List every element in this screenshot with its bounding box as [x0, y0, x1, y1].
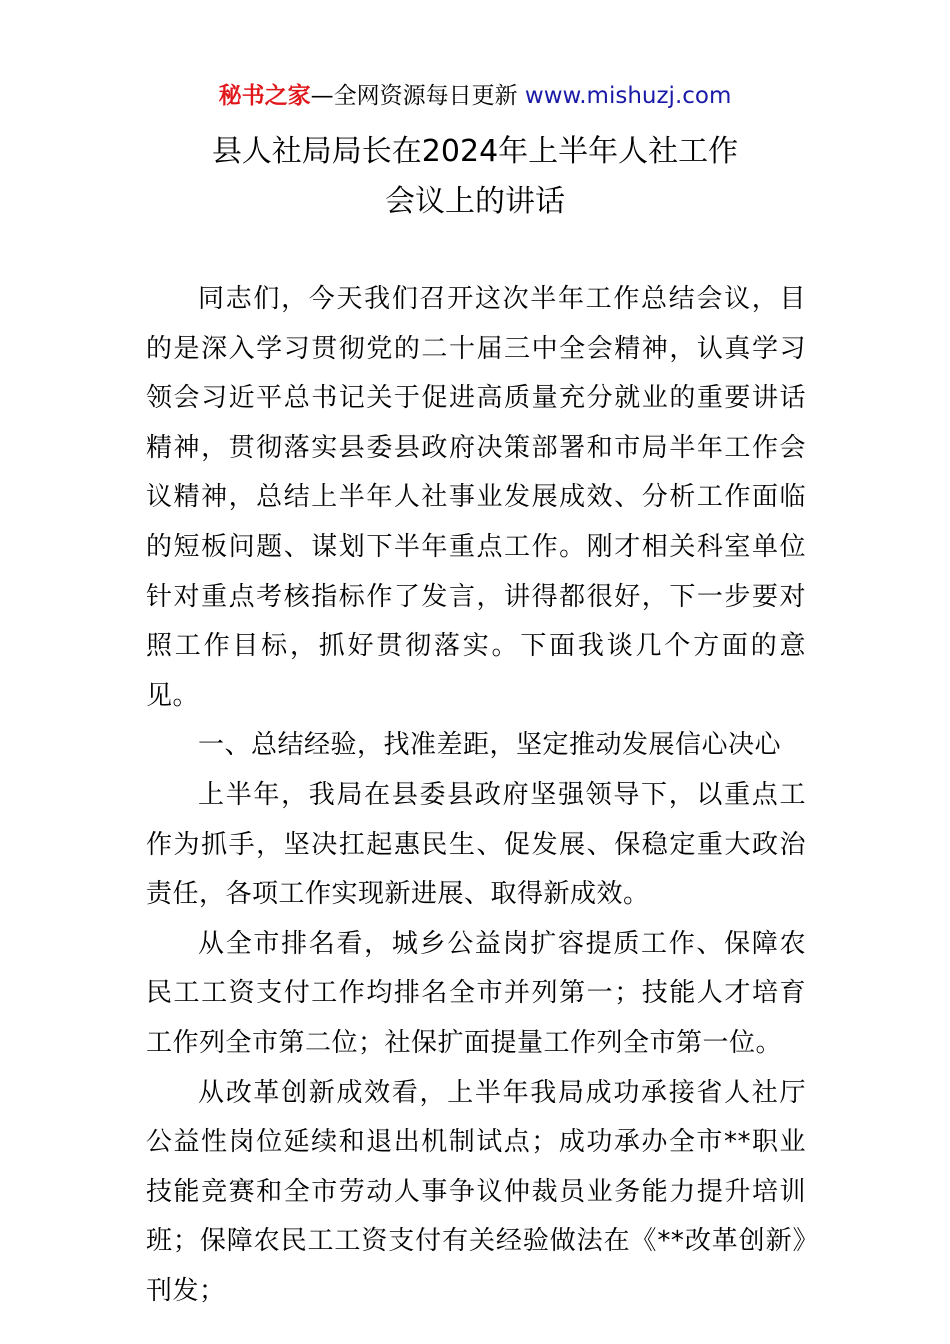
title-line-1: 县人社局局长在2024年上半年人社工作	[211, 134, 739, 169]
document-title	[0, 127, 950, 227]
banner-tagline: —全网资源每日更新	[310, 83, 518, 109]
brand-name: 秘书之家	[218, 83, 311, 109]
site-url[interactable]: www.mishuzj.com	[524, 83, 732, 109]
paragraph-first-half-summary: 上半年，我局在县委县政府坚强领导下，以重点工作为抓手，坚决扛起惠民生、促发展、保稳定重大政治责任，各项工作实现新进展、取得新成效。	[146, 779, 806, 910]
paragraph-opening: 同志们，今天我们召开这次半年工作总结会议，目的是深入学习贯彻党的二十届三中全会精神，认真学习领会习近平总书记关于促进高质量充分就业的重要讲话精神，贯彻落实县委县政府决策部署和市局半年工作会议精神，总结上半年人社事业发展成效、分析工作面临的短板问题、谋划下半年重点工作。刚才相关科室单位针对重点考核指标作了发言，讲得都很好，下一步要对照工作目标，抓好贯彻落实。下面我谈几个方面的意见。	[146, 284, 806, 711]
paragraph-city-ranking: 从全市排名看，城乡公益岗扩容提质工作、保障农民工工资支付工作均排名全市并列第一；技能人才培育工作列全市第二位；社保扩面提量工作列全市第一位。	[146, 928, 806, 1058]
section-heading-1: 一、总结经验，找准差距，坚定推动发展信心决心	[198, 730, 782, 761]
document-body	[146, 275, 806, 1316]
paragraph-reform-innovation: 从改革创新成效看，上半年我局成功承接省人社厅公益性岗位延续和退出机制试点；成功承办全市**职业技能竞赛和全市劳动人事争议仲裁员业务能力提升培训班；保障农民工工资支付有关经验做法在《**改革创新》刊发；	[146, 1077, 806, 1306]
title-line-2: 会议上的讲话	[385, 184, 565, 219]
site-banner	[0, 80, 950, 112]
